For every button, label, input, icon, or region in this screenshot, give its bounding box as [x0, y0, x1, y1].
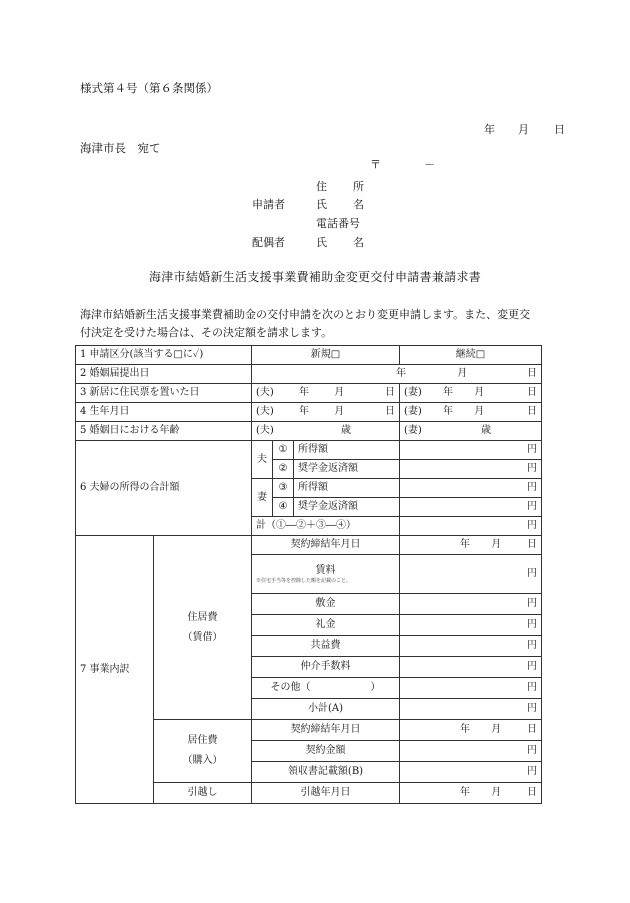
moving-date-field[interactable]: 年 月 日: [400, 783, 542, 804]
key-money-field[interactable]: 円: [400, 615, 542, 636]
applicant-role: 申請者: [252, 198, 285, 211]
other-label: その他（ ）: [252, 678, 400, 699]
table-row: [76, 346, 542, 365]
table-row: [76, 403, 542, 422]
contract-amount-field[interactable]: 円: [400, 741, 542, 762]
spouse-role: 配偶者: [252, 236, 285, 249]
rent-note: ※住宅手当等を控除した額を記載のこと。: [256, 577, 352, 584]
deposit-label: 敷金: [252, 594, 400, 615]
residence-date-wife[interactable]: (妻) 年 月 日: [400, 384, 542, 403]
body-text: [80, 306, 530, 342]
application-table: [75, 345, 542, 804]
deposit-field[interactable]: 円: [400, 594, 542, 615]
num-3: ③: [273, 479, 294, 498]
rent-contract-date-field[interactable]: 年 月 日: [400, 536, 542, 555]
document-title: 海津市結婚新生活支援事業費補助金変更交付申請書兼請求書: [148, 270, 482, 284]
address-label: 住 所: [316, 180, 364, 193]
spouse-name-label: 氏 名: [316, 236, 364, 249]
marriage-date-field[interactable]: 年 月 日: [252, 365, 542, 384]
loan-husband-label: 奨学金返済額: [294, 460, 400, 479]
row2-label: 2 婚姻届提出日: [76, 365, 252, 384]
row7-label: 7 事業内訳: [76, 536, 154, 804]
common-fee-field[interactable]: 円: [400, 636, 542, 657]
income-total-field[interactable]: 円: [400, 517, 542, 536]
receipt-amount-field[interactable]: 円: [400, 762, 542, 783]
birthdate-husband[interactable]: (夫) 年 月 日: [252, 403, 400, 422]
table-row: [76, 384, 542, 403]
brokerage-label: 仲介手数料: [252, 657, 400, 678]
rent-field[interactable]: 円: [400, 555, 542, 594]
row4-label: 4 生年月日: [76, 403, 252, 422]
num-1: ①: [273, 441, 294, 460]
wife-short: 妻: [252, 479, 273, 517]
addressee: 海津市長 宛て: [80, 141, 161, 155]
receipt-amount-label: 領収書記載額(B): [252, 762, 400, 783]
phone-label: 電話番号: [316, 217, 360, 230]
subtotal-a-label: 小計(A): [252, 699, 400, 720]
income-total-label: 計（①―②＋③―④）: [252, 517, 400, 536]
date-year-label: 年: [484, 123, 495, 136]
income-husband-field[interactable]: 円: [400, 441, 542, 460]
loan-husband-field[interactable]: 円: [400, 460, 542, 479]
rent-label: 賃料 ※住宅手当等を控除した額を記載のこと。: [252, 555, 400, 594]
body-line-1: 海津市結婚新生活支援事業費補助金の交付申請を次のとおり変更申請します。また、変更交: [80, 308, 531, 321]
income-wife-field[interactable]: 円: [400, 479, 542, 498]
income-husband-label: 所得額: [294, 441, 400, 460]
residence-date-husband[interactable]: (夫) 年 月 日: [252, 384, 400, 403]
key-money-label: 礼金: [252, 615, 400, 636]
date-day-label: 日: [554, 123, 565, 136]
common-fee-label: 共益費: [252, 636, 400, 657]
body-line-2: 付決定を受けた場合は、その決定額を請求します。: [80, 326, 333, 339]
subtotal-a-field[interactable]: 円: [400, 699, 542, 720]
moving-label: 引越し: [154, 783, 252, 804]
table-row: [76, 536, 542, 555]
num-4: ④: [273, 498, 294, 517]
table-row: [76, 441, 542, 460]
buy-contract-date-field[interactable]: 年 月 日: [400, 720, 542, 741]
date-month-label: 月: [518, 123, 529, 136]
age-husband[interactable]: (夫) 歳: [252, 422, 400, 441]
other-field[interactable]: 円: [400, 678, 542, 699]
contract-amount-label: 契約金額: [252, 741, 400, 762]
row3-label: 3 新居に住民票を置いた日: [76, 384, 252, 403]
age-wife[interactable]: (妻) 歳: [400, 422, 542, 441]
num-2: ②: [273, 460, 294, 479]
loan-wife-label: 奨学金返済額: [294, 498, 400, 517]
buy-contract-date-label: 契約締結年月日: [252, 720, 400, 741]
table-row: [76, 365, 542, 384]
applicant-name-label: 氏 名: [316, 198, 364, 211]
income-wife-label: 所得額: [294, 479, 400, 498]
moving-date-label: 引越年月日: [252, 783, 400, 804]
postal-mark: 〒: [370, 158, 381, 171]
option-new[interactable]: 新規□: [252, 346, 400, 365]
option-continue[interactable]: 継続□: [400, 346, 542, 365]
housing-buy-label: 居住費 （購入）: [154, 720, 252, 783]
row5-label: 5 婚姻日における年齢: [76, 422, 252, 441]
loan-wife-field[interactable]: 円: [400, 498, 542, 517]
form-number: 様式第４号（第６条関係）: [80, 81, 218, 95]
row6-label: 6 夫婦の所得の合計額: [76, 441, 252, 536]
housing-rent-label: 住居費 （賃借）: [154, 536, 252, 720]
postal-dash: －: [424, 158, 435, 171]
rent-contract-date-label: 契約締結年月日: [252, 536, 400, 555]
husband-short: 夫: [252, 441, 273, 479]
brokerage-field[interactable]: 円: [400, 657, 542, 678]
birthdate-wife[interactable]: (妻) 年 月 日: [400, 403, 542, 422]
row1-label: 1 申請区分(該当する□に✓): [76, 346, 252, 365]
table-row: [76, 422, 542, 441]
